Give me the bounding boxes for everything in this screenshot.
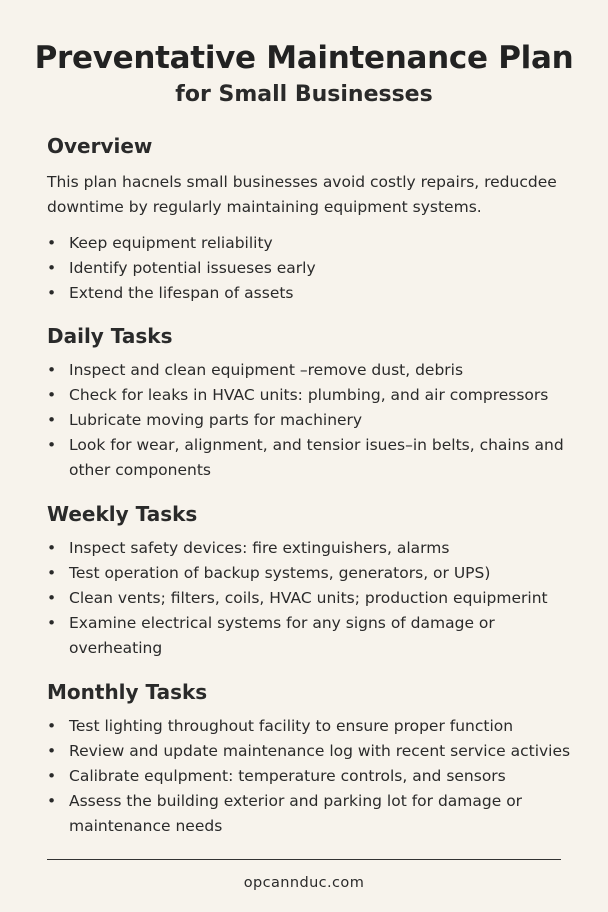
bullet-icon: • [47,436,57,454]
daily-tasks-heading: Daily Tasks [47,324,173,348]
bullet-icon: • [47,234,57,252]
list-item-text: Clean vents; filters, coils, HVAC units; production equipmerint [69,589,548,607]
list-item-text: Examine electrical systems for any signs of damage or overheating [69,614,495,657]
bullet-icon: • [47,284,57,302]
bullet-icon: • [47,564,57,582]
list-item-text: Identify potential issueses early [69,259,316,277]
overview-heading: Overview [47,134,153,158]
list-item-text: Extend the lifespan of assets [69,284,294,302]
bullet-icon: • [47,361,57,379]
list-item [47,611,578,661]
list-item [47,256,578,281]
list-item [47,714,578,739]
bullet-icon: • [47,589,57,607]
list-item [47,789,578,839]
footer-divider [47,859,561,860]
list-item-text: Check for leaks in HVAC units: plumbing, and air compressors [69,386,549,404]
list-item [47,561,578,586]
list-item [47,433,578,483]
list-item [47,764,578,789]
list-item [47,408,578,433]
list-item-text: Test lighting throughout facility to ensure proper function [69,717,514,735]
bullet-icon: • [47,792,57,810]
overview-paragraph: This plan hacnels small businesses avoid costly repairs, reducdee downtime by regularly maintaining equipment systems. [47,173,557,216]
list-item-text: Calibrate equlpment: temperature controls, and sensors [69,767,506,785]
bullet-icon: • [47,386,57,404]
page-title: Preventative Maintenance Plan [34,40,574,76]
list-item [47,536,578,561]
weekly-tasks-heading: Weekly Tasks [47,502,198,526]
list-item-text: Lubricate moving parts for machinery [69,411,363,429]
bullet-icon: • [47,259,57,277]
list-item-text: Inspect safety devices: fire extinguishers, alarms [69,539,450,557]
list-item-text: Review and update maintenance log with recent service activies [69,742,571,760]
daily-tasks-list [47,358,578,483]
bullet-icon: • [47,742,57,760]
list-item-text: Assess the building exterior and parking lot for damage or maintenance needs [69,792,523,835]
bullet-icon: • [47,717,57,735]
list-item [47,739,578,764]
list-item [47,383,578,408]
list-item-text: Test operation of backup systems, generators, or UPS) [69,564,491,582]
footer-url: opcannduc.com [243,875,365,891]
overview-list [47,231,578,306]
list-item [47,586,578,611]
monthly-tasks-list [47,714,578,839]
bullet-icon: • [47,539,57,557]
list-item-text: Keep equipment reliability [69,234,273,252]
list-item-text: Look for wear, alignment, and tensior isues–in belts, chains and other components [69,436,564,479]
monthly-tasks-heading: Monthly Tasks [47,680,208,704]
list-item [47,281,578,306]
weekly-tasks-list [47,536,578,661]
list-item [47,231,578,256]
list-item-text: Inspect and clean equipment –remove dust, debris [69,361,464,379]
bullet-icon: • [47,614,57,632]
bullet-icon: • [47,411,57,429]
page-subtitle: for Small Businesses [175,82,433,107]
bullet-icon: • [47,767,57,785]
list-item [47,358,578,383]
